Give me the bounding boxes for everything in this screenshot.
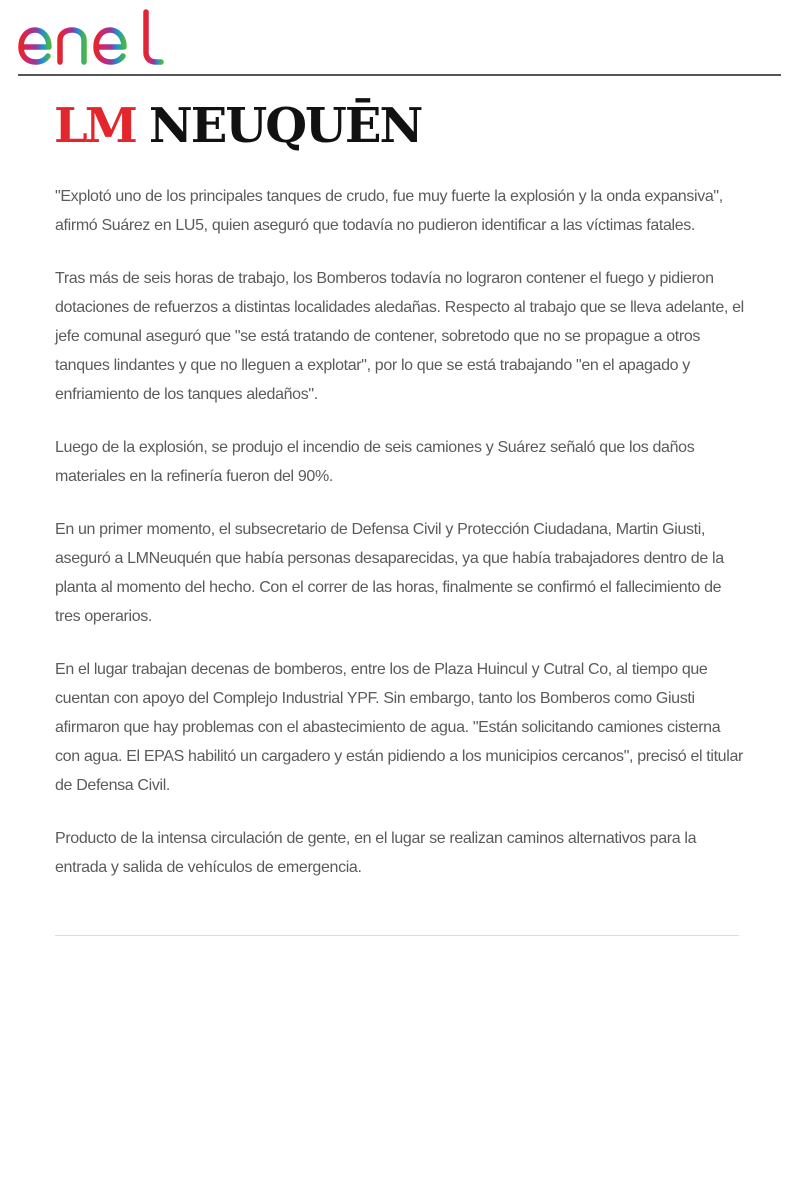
article-body — [55, 182, 745, 906]
article-divider — [55, 935, 739, 936]
article-paragraph: En un primer momento, el subsecretario de Defensa Civil y Protección Ciudadana, Martin Giusti, aseguró a LMNeuquén que había personas desaparecidas, ya que había trabajadores dentro de la planta al momento del hecho. Con el correr de las horas, finalmente se confirmó el fallecimiento de tres operarios. — [55, 521, 724, 625]
article-paragraph: Luego de la explosión, se produjo el incendio de seis camiones y Suárez señaló que los daños materiales en la refinería fueron del 90%. — [55, 439, 695, 485]
article-paragraph: Producto de la intensa circulación de gente, en el lugar se realizan caminos alternativos para la entrada y salida de vehículos de emergencia. — [55, 830, 697, 876]
lm-neuquen-logo[interactable] — [54, 98, 421, 160]
masthead-city: NEUQUĒN — [148, 98, 422, 154]
article-paragraph: "Explotó uno de los principales tanques de crudo, fue muy fuerte la explosión y la onda expansiva", afirmó Suárez en LU5, quien aseguró que todavía no pudieron identificar a las víctimas fatales. — [55, 188, 723, 234]
sponsor-bar — [18, 8, 781, 76]
article-paragraph: En el lugar trabajan decenas de bomberos, entre los de Plaza Huincul y Cutral Co, al tiempo que cuentan con apoyo del Complejo Industrial YPF. Sin embargo, tanto los Bomberos como Giusti afirmaron que hay problemas con el abastecimiento de agua. "Están solicitando camiones cisterna con agua. El EPAS habilitó un cargadero y están pidiendo a los municipios cercanos", precisó el titular de Defensa Civil. — [55, 661, 743, 794]
article-paragraph: Tras más de seis horas de trabajo, los Bomberos todavía no lograron contener el fuego y pidieron dotaciones de refuerzos a distintas localidades aledañas. Respecto al trabajo que se lleva adelante, el jefe comunal aseguró que "se está tratando de contener, sobretodo que no se propague a otros tanques lindantes y que no lleguen a explotar", por lo que se está trabajando "en el apagado y enfriamiento de los tanques aledaños". — [55, 270, 744, 403]
enel-logo[interactable] — [18, 8, 178, 68]
masthead-prefix: LM — [54, 98, 135, 154]
